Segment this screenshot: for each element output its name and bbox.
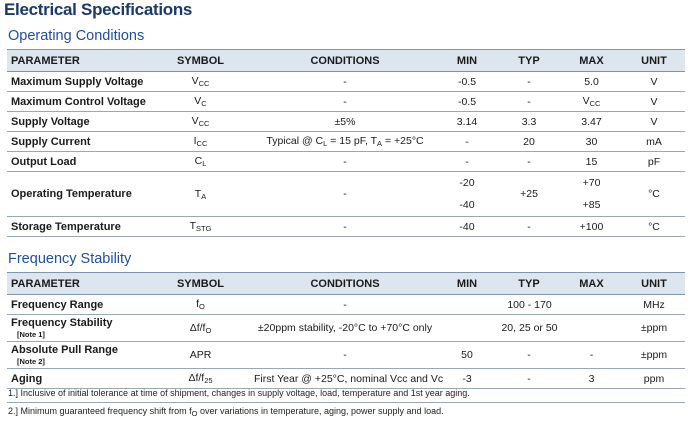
conditions-cell: - <box>254 342 436 369</box>
param-cell: Maximum Control Voltage <box>7 92 147 112</box>
operating-conditions-table <box>7 49 685 237</box>
max-cell: +70 +85 <box>560 172 623 217</box>
typ-cell: 100 - 170 <box>436 295 623 315</box>
symbol-cell: $\Delta f/f_{25}$ <box>147 369 254 389</box>
conditions-cell: - <box>254 172 436 217</box>
header-symbol: SYMBOL <box>147 50 254 72</box>
typ-cell: 3.3 <box>498 112 560 132</box>
table-row <box>7 217 685 237</box>
param-cell: Aging <box>7 369 147 389</box>
param-cell: Supply Current <box>7 132 147 152</box>
typ-cell: - <box>498 342 560 369</box>
header-unit: UNIT <box>623 273 685 295</box>
min-cell: -0.5 <box>436 72 498 92</box>
unit-cell: V <box>623 92 685 112</box>
table-row <box>7 315 685 342</box>
symbol-cell: $T_A$ <box>147 172 254 217</box>
table-row <box>7 342 685 369</box>
header-max: MAX <box>560 273 623 295</box>
table-row <box>7 92 685 112</box>
max-cell: 3 <box>560 369 623 389</box>
conditions-cell: - <box>254 92 436 112</box>
conditions-cell: ±5% <box>254 112 436 132</box>
table-row <box>7 152 685 172</box>
symbol-cell: $f_O$ <box>147 295 254 315</box>
typ-cell: 20, 25 or 50 <box>436 315 623 342</box>
conditions-cell: - <box>254 72 436 92</box>
param-cell: Output Load <box>7 152 147 172</box>
header-typ: TYP <box>498 273 560 295</box>
typ-cell: +25 <box>498 172 560 217</box>
max-cell: 5.0 <box>560 72 623 92</box>
header-conditions: CONDITIONS <box>254 273 436 295</box>
min-cell: -20 -40 <box>436 172 498 217</box>
operating-conditions-title: Operating Conditions <box>8 28 145 44</box>
symbol-cell: $V_C$ <box>147 92 254 112</box>
symbol-cell: $\Delta f/f_O$ <box>147 315 254 342</box>
min-cell: -0.5 <box>436 92 498 112</box>
header-unit: UNIT <box>623 50 685 72</box>
footnote-2: 2.] Minimum guaranteed frequency shift from $f_O$ over variations in temperature, aging, power supply and load. <box>8 406 444 418</box>
param-cell: Maximum Supply Voltage <box>7 72 147 92</box>
max-cell: +100 <box>560 217 623 237</box>
typ-cell: - <box>498 369 560 389</box>
conditions-cell: First Year @ +25°C, nominal Vcc and Vc <box>254 369 436 389</box>
header-conditions: CONDITIONS <box>254 50 436 72</box>
header-typ: TYP <box>498 50 560 72</box>
max-cell: 30 <box>560 132 623 152</box>
symbol-cell: $T_{STG}$ <box>147 217 254 237</box>
conditions-cell: Typical @ $C_L = 15$ pF, $T_A = +25^\circ C$ <box>254 132 436 152</box>
unit-cell: ±ppm <box>623 342 685 369</box>
typ-cell: - <box>498 152 560 172</box>
max-cell: 15 <box>560 152 623 172</box>
unit-cell: ppm <box>623 369 685 389</box>
table-header-row <box>7 273 685 295</box>
max-cell: $V_{CC}$ <box>560 92 623 112</box>
unit-cell: °C <box>623 217 685 237</box>
table-row <box>7 72 685 92</box>
unit-cell: mA <box>623 132 685 152</box>
note-reference: [Note 2] <box>17 357 45 366</box>
footnote-1: 1.] Inclusive of initial tolerance at time of shipment, changes in supply voltage, load, temperature and 1st year aging. <box>8 388 470 398</box>
param-cell: Operating Temperature <box>7 172 147 217</box>
conditions-cell: - <box>254 152 436 172</box>
symbol-cell: $V_{CC}$ <box>147 112 254 132</box>
symbol-cell: $V_{CC}$ <box>147 72 254 92</box>
conditions-cell: ±20ppm stability, -20°C to +70°C only <box>254 315 436 342</box>
header-min: MIN <box>436 50 498 72</box>
min-cell: 50 <box>436 342 498 369</box>
table-row <box>7 172 685 217</box>
min-cell: - <box>436 152 498 172</box>
header-min: MIN <box>436 273 498 295</box>
typ-cell: - <box>498 72 560 92</box>
conditions-cell: - <box>254 217 436 237</box>
header-parameter: PARAMETER <box>7 273 147 295</box>
table-row <box>7 295 685 315</box>
page-title: Electrical Specifications <box>4 0 193 19</box>
param-cell: Frequency Stability [Note 1] <box>7 315 147 342</box>
table-row <box>7 132 685 152</box>
unit-cell: ±ppm <box>623 315 685 342</box>
table-row <box>7 112 685 132</box>
frequency-stability-table <box>7 272 685 389</box>
symbol-cell: $I_{CC}$ <box>147 132 254 152</box>
frequency-stability-title: Frequency Stability <box>8 251 132 267</box>
param-cell: Absolute Pull Range [Note 2] <box>7 342 147 369</box>
unit-cell: V <box>623 112 685 132</box>
unit-cell: °C <box>623 172 685 217</box>
symbol-cell: $C_L$ <box>147 152 254 172</box>
unit-cell: pF <box>623 152 685 172</box>
table-row <box>7 369 685 389</box>
min-cell: -3 <box>436 369 498 389</box>
param-cell: Frequency Range <box>7 295 147 315</box>
header-symbol: SYMBOL <box>147 273 254 295</box>
typ-cell: - <box>498 217 560 237</box>
symbol-cell: APR <box>147 342 254 369</box>
unit-cell: V <box>623 72 685 92</box>
unit-cell: MHz <box>623 295 685 315</box>
table-header-row <box>7 50 685 72</box>
header-max: MAX <box>560 50 623 72</box>
max-cell: 3.47 <box>560 112 623 132</box>
typ-cell: - <box>498 92 560 112</box>
typ-cell: 20 <box>498 132 560 152</box>
footnote-divider <box>7 402 685 403</box>
min-cell: -40 <box>436 217 498 237</box>
note-reference: [Note 1] <box>17 330 45 339</box>
conditions-cell: - <box>254 295 436 315</box>
header-parameter: PARAMETER <box>7 50 147 72</box>
max-cell: - <box>560 342 623 369</box>
param-cell: Storage Temperature <box>7 217 147 237</box>
param-cell: Supply Voltage <box>7 112 147 132</box>
min-cell: 3.14 <box>436 112 498 132</box>
min-cell: - <box>436 132 498 152</box>
